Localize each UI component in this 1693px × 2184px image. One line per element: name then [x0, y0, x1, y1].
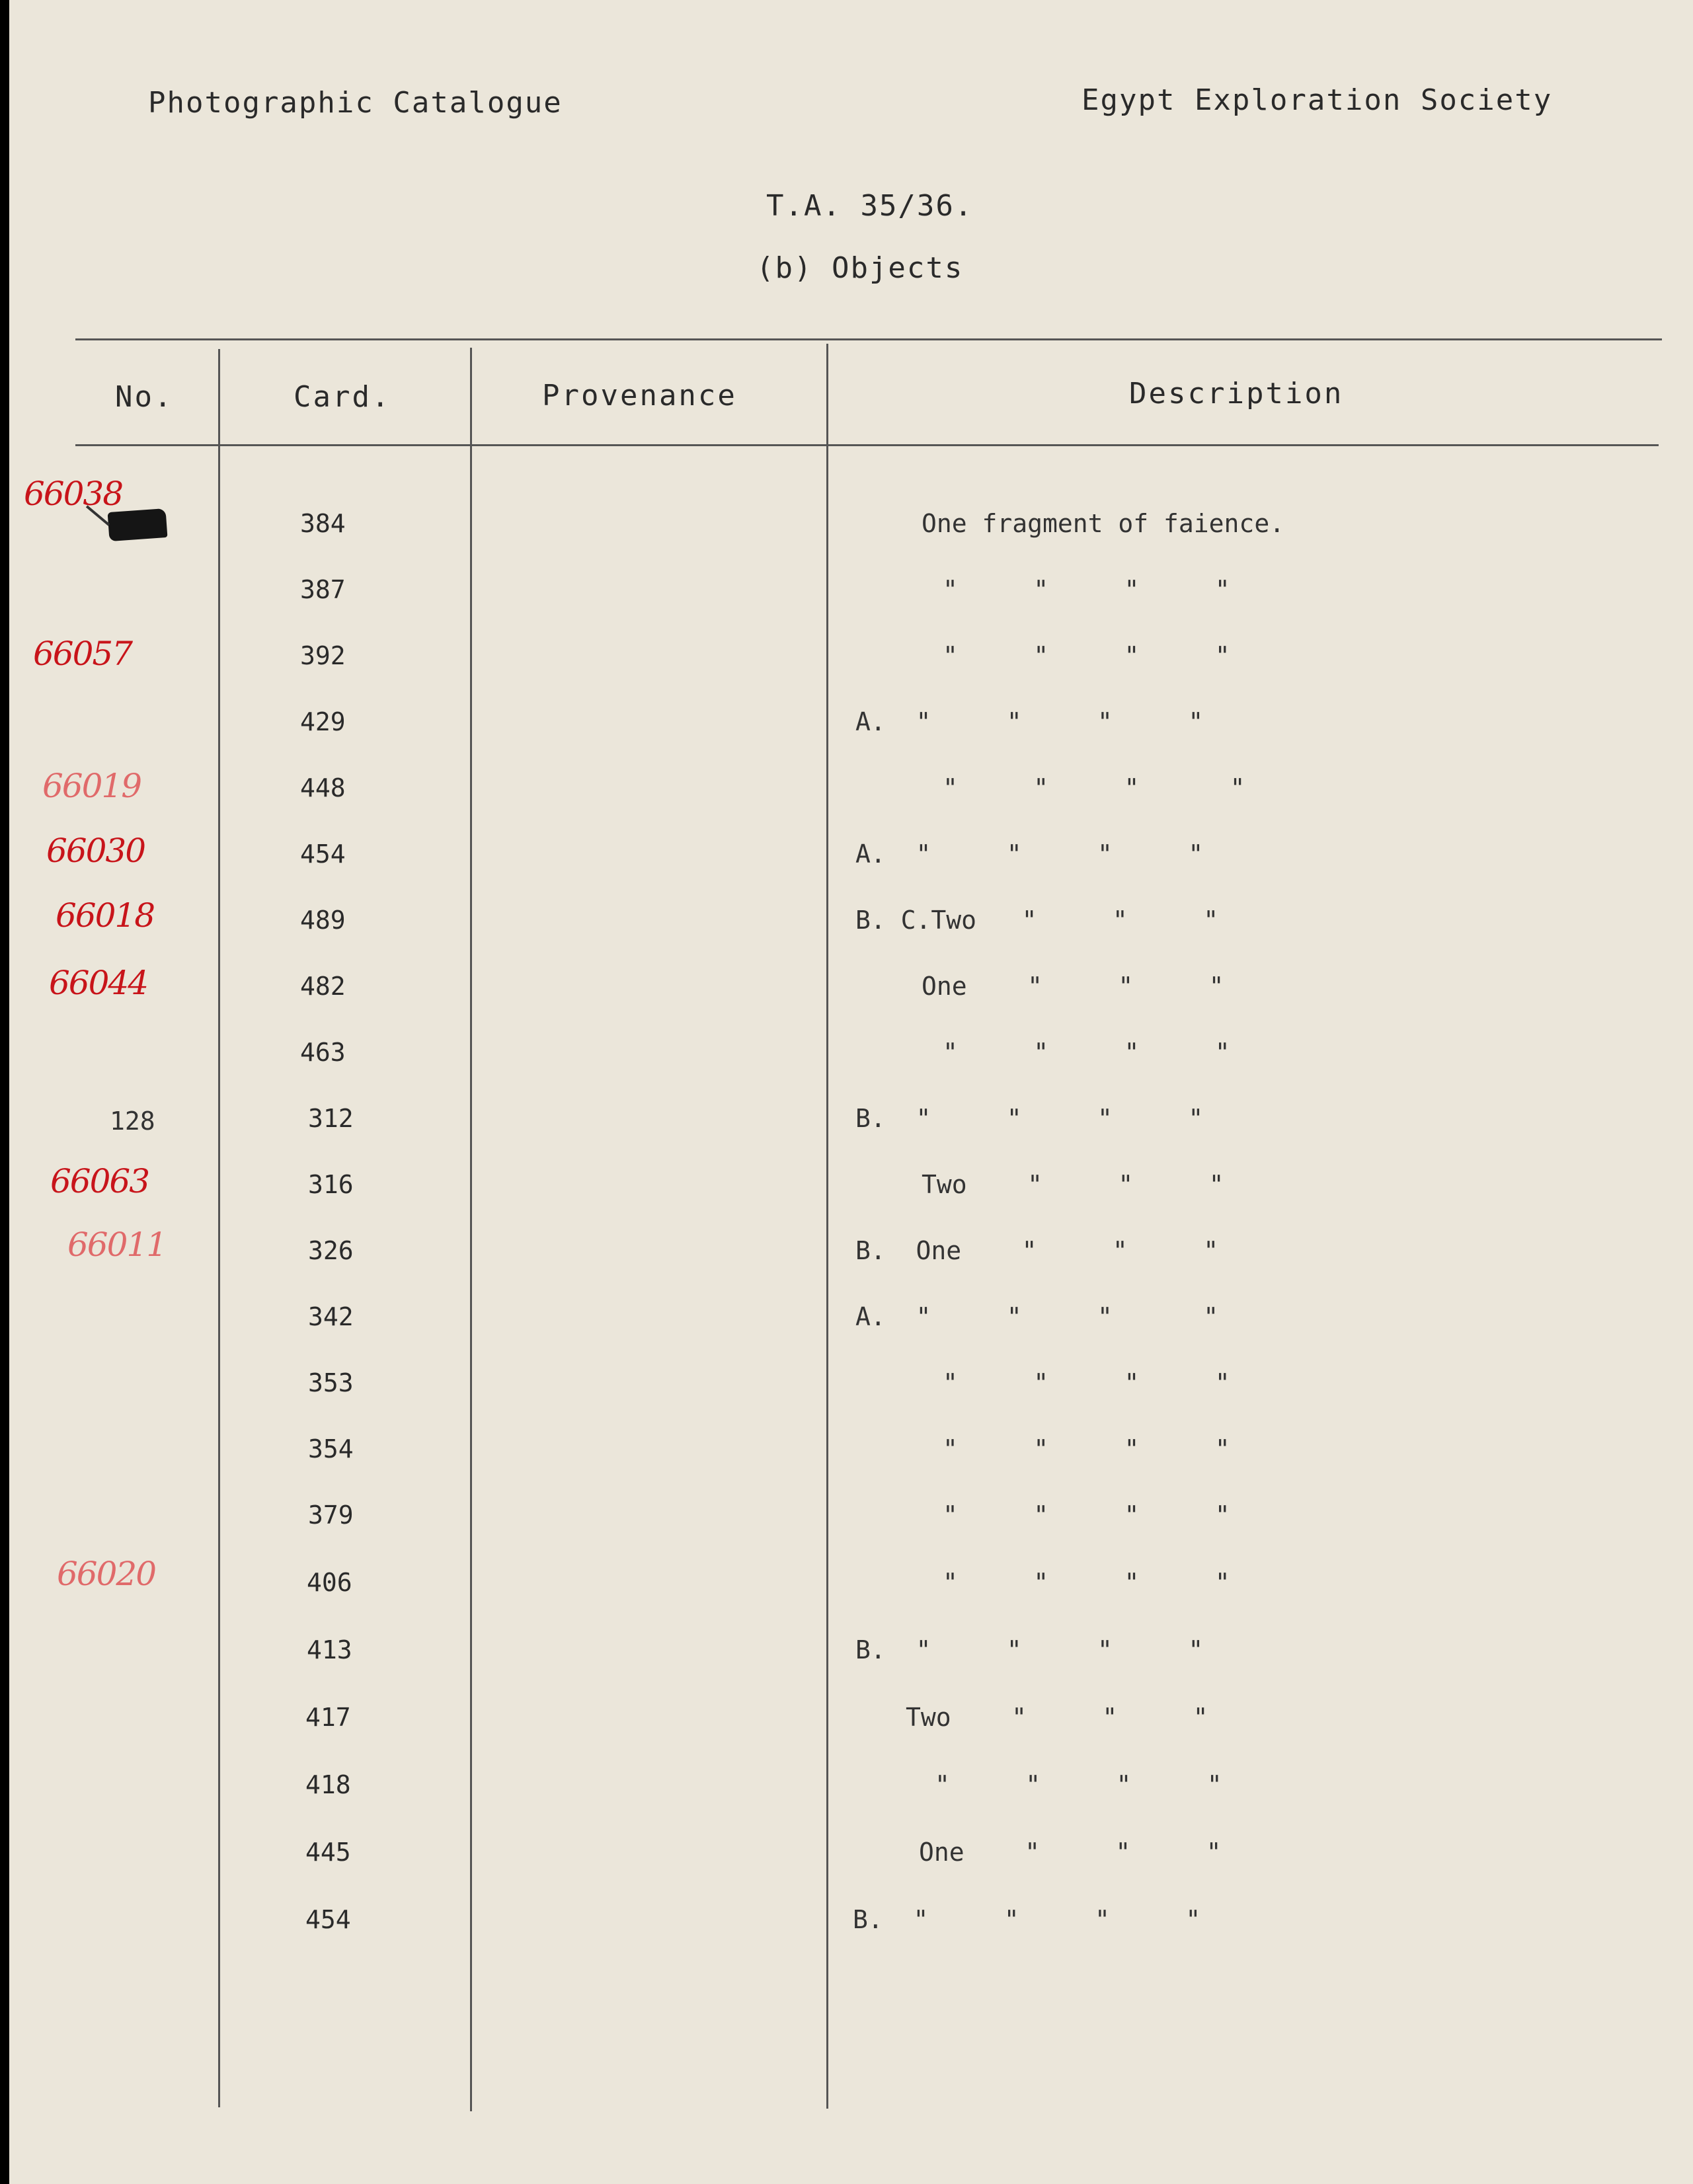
- row-description: A. " " " ": [855, 1302, 1219, 1331]
- handwritten-number: 66038: [24, 475, 123, 513]
- table-row: [9, 767, 1693, 833]
- row-description: " " " ": [943, 773, 1245, 802]
- row-description: A. " " " ": [855, 707, 1204, 736]
- row-card: 454: [300, 839, 346, 869]
- table-header-rule: [75, 444, 1659, 446]
- column-header-provenance: Provenance: [542, 379, 737, 412]
- row-no: 128: [110, 1107, 155, 1136]
- column-header-no: No.: [115, 380, 174, 414]
- table-row: [9, 1501, 1693, 1560]
- table-row: [9, 964, 1693, 1031]
- row-description: " " " ": [943, 575, 1230, 604]
- row-card: 448: [300, 773, 346, 802]
- handwritten-number: 66019: [42, 767, 141, 805]
- row-card: 463: [300, 1038, 346, 1067]
- row-card: 429: [300, 707, 346, 736]
- table-row: [9, 1104, 1693, 1163]
- table-row: [9, 1434, 1693, 1494]
- row-card: 353: [308, 1368, 354, 1397]
- row-description: " " " ": [943, 1501, 1230, 1530]
- row-card: 418: [305, 1770, 351, 1799]
- handwritten-number: 66030: [46, 832, 145, 870]
- row-description: " " " ": [943, 1368, 1230, 1397]
- table-row: [9, 1770, 1693, 1830]
- column-header-description: Description: [1129, 377, 1344, 410]
- row-card: 482: [300, 972, 346, 1001]
- row-description: One " " ": [919, 1838, 1222, 1867]
- row-card: 417: [305, 1703, 351, 1732]
- row-card: 384: [300, 509, 346, 538]
- table-row: [9, 1162, 1693, 1229]
- row-description: " " " ": [943, 1434, 1230, 1463]
- row-description: " " " ": [943, 641, 1230, 670]
- row-card: 387: [300, 575, 346, 604]
- row-card: 316: [308, 1170, 354, 1199]
- row-description: B. C.Two " " ": [855, 906, 1219, 935]
- table-row: [9, 832, 1693, 899]
- table-row: [9, 635, 1693, 701]
- row-description: One " " ": [922, 972, 1224, 1001]
- row-card: 489: [300, 906, 346, 935]
- row-description: " " " ": [943, 1568, 1230, 1597]
- table-row: [9, 1905, 1693, 1965]
- handwritten-number: 66044: [49, 964, 148, 1002]
- row-description: " " " ": [935, 1770, 1222, 1799]
- table-row: [9, 1555, 1693, 1627]
- row-description: B. " " " ": [855, 1635, 1204, 1664]
- row-card: 354: [308, 1434, 354, 1463]
- table-row: [9, 707, 1693, 767]
- row-card: 326: [308, 1236, 354, 1265]
- row-card: 379: [308, 1501, 354, 1530]
- table-row: [9, 575, 1693, 635]
- row-description: B. " " " ": [855, 1104, 1204, 1133]
- row-description: One fragment of faience.: [922, 509, 1285, 538]
- catalogue-page: [9, 0, 1693, 2184]
- table-row: [9, 1703, 1693, 1762]
- table-row: [9, 1226, 1693, 1296]
- table-row: [9, 1635, 1693, 1695]
- handwritten-number: 66011: [67, 1226, 167, 1264]
- row-description: " " " ": [943, 1038, 1230, 1067]
- row-description: B. " " " ": [853, 1905, 1201, 1934]
- table-row: [9, 1838, 1693, 1897]
- table-top-rule: [75, 338, 1662, 340]
- row-description: B. One " " ": [855, 1236, 1219, 1265]
- header-right-title: Egypt Exploration Society: [1082, 83, 1553, 117]
- table-row: [9, 1368, 1693, 1428]
- table-row: [9, 1038, 1693, 1097]
- row-card: 342: [308, 1302, 354, 1331]
- row-card: 454: [305, 1905, 351, 1934]
- table-row: [9, 1302, 1693, 1362]
- row-description: Two " " ": [922, 1170, 1224, 1199]
- row-card: 312: [308, 1104, 354, 1133]
- row-description: A. " " " ": [855, 839, 1204, 869]
- row-card: 445: [305, 1838, 351, 1867]
- handwritten-number: 66063: [50, 1162, 149, 1200]
- header-code: T.A. 35/36.: [766, 189, 974, 223]
- handwritten-number: 66020: [57, 1555, 156, 1593]
- handwritten-number: 66018: [56, 896, 155, 935]
- header-left-title: Photographic Catalogue: [148, 86, 563, 120]
- row-card: 406: [307, 1568, 352, 1597]
- column-header-card: Card.: [294, 380, 391, 414]
- table-row: [9, 896, 1693, 965]
- row-card: 392: [300, 641, 346, 670]
- row-card: 413: [307, 1635, 352, 1664]
- header-subtitle: (b) Objects: [756, 251, 964, 285]
- table-row: [9, 475, 1693, 568]
- handwritten-number: 66057: [33, 635, 132, 673]
- row-description: Two " " ": [906, 1703, 1208, 1732]
